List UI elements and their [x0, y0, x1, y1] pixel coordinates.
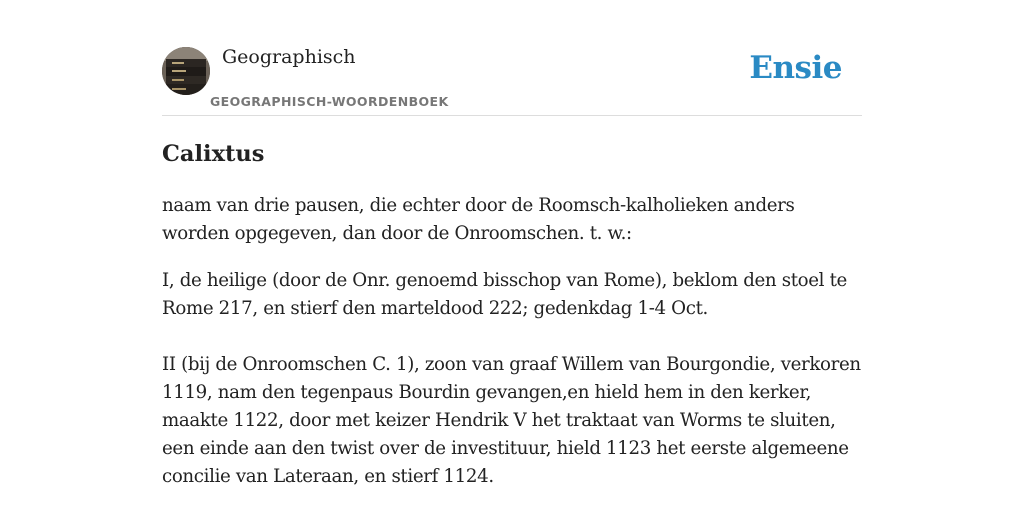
book-spines-icon — [162, 47, 210, 95]
article-paragraph: II (bij de Onroomschen C. 1), zoon van graaf Willem van Bourgondie, verkoren 1119, nam den tegenpaus Bourdin gevangen,en hield hem in den kerker, maakte 1122, door met keizer Hendrik V het traktaat van Worms te sluiten, een einde aan den twist over de investituur, hield 1123 het eerste algemeene concilie van Lateraan, en stierf 1124. — [162, 354, 861, 487]
page-container — [162, 0, 862, 487]
source-title[interactable]: Geographisch — [222, 46, 356, 68]
article-paragraph: naam van drie pausen, die echter door de Roomsch-kalholieken anders worden opgegeven, dan door de Onroomschen. t. w.: — [162, 195, 795, 244]
source-subtitle[interactable]: GEOGRAPHISCH-WOORDENBOEK — [210, 94, 449, 109]
article-title: Calixtus — [162, 141, 265, 167]
brand-logo[interactable]: Ensie — [749, 50, 842, 86]
source-avatar[interactable] — [162, 47, 210, 95]
source-header — [162, 0, 862, 116]
article-paragraph: I, de heilige (door de Onr. genoemd bisschop van Rome), beklom den stoel te Rome 217, en stierf den marteldood 222; gedenkdag 1-4 Oct. — [162, 270, 847, 319]
